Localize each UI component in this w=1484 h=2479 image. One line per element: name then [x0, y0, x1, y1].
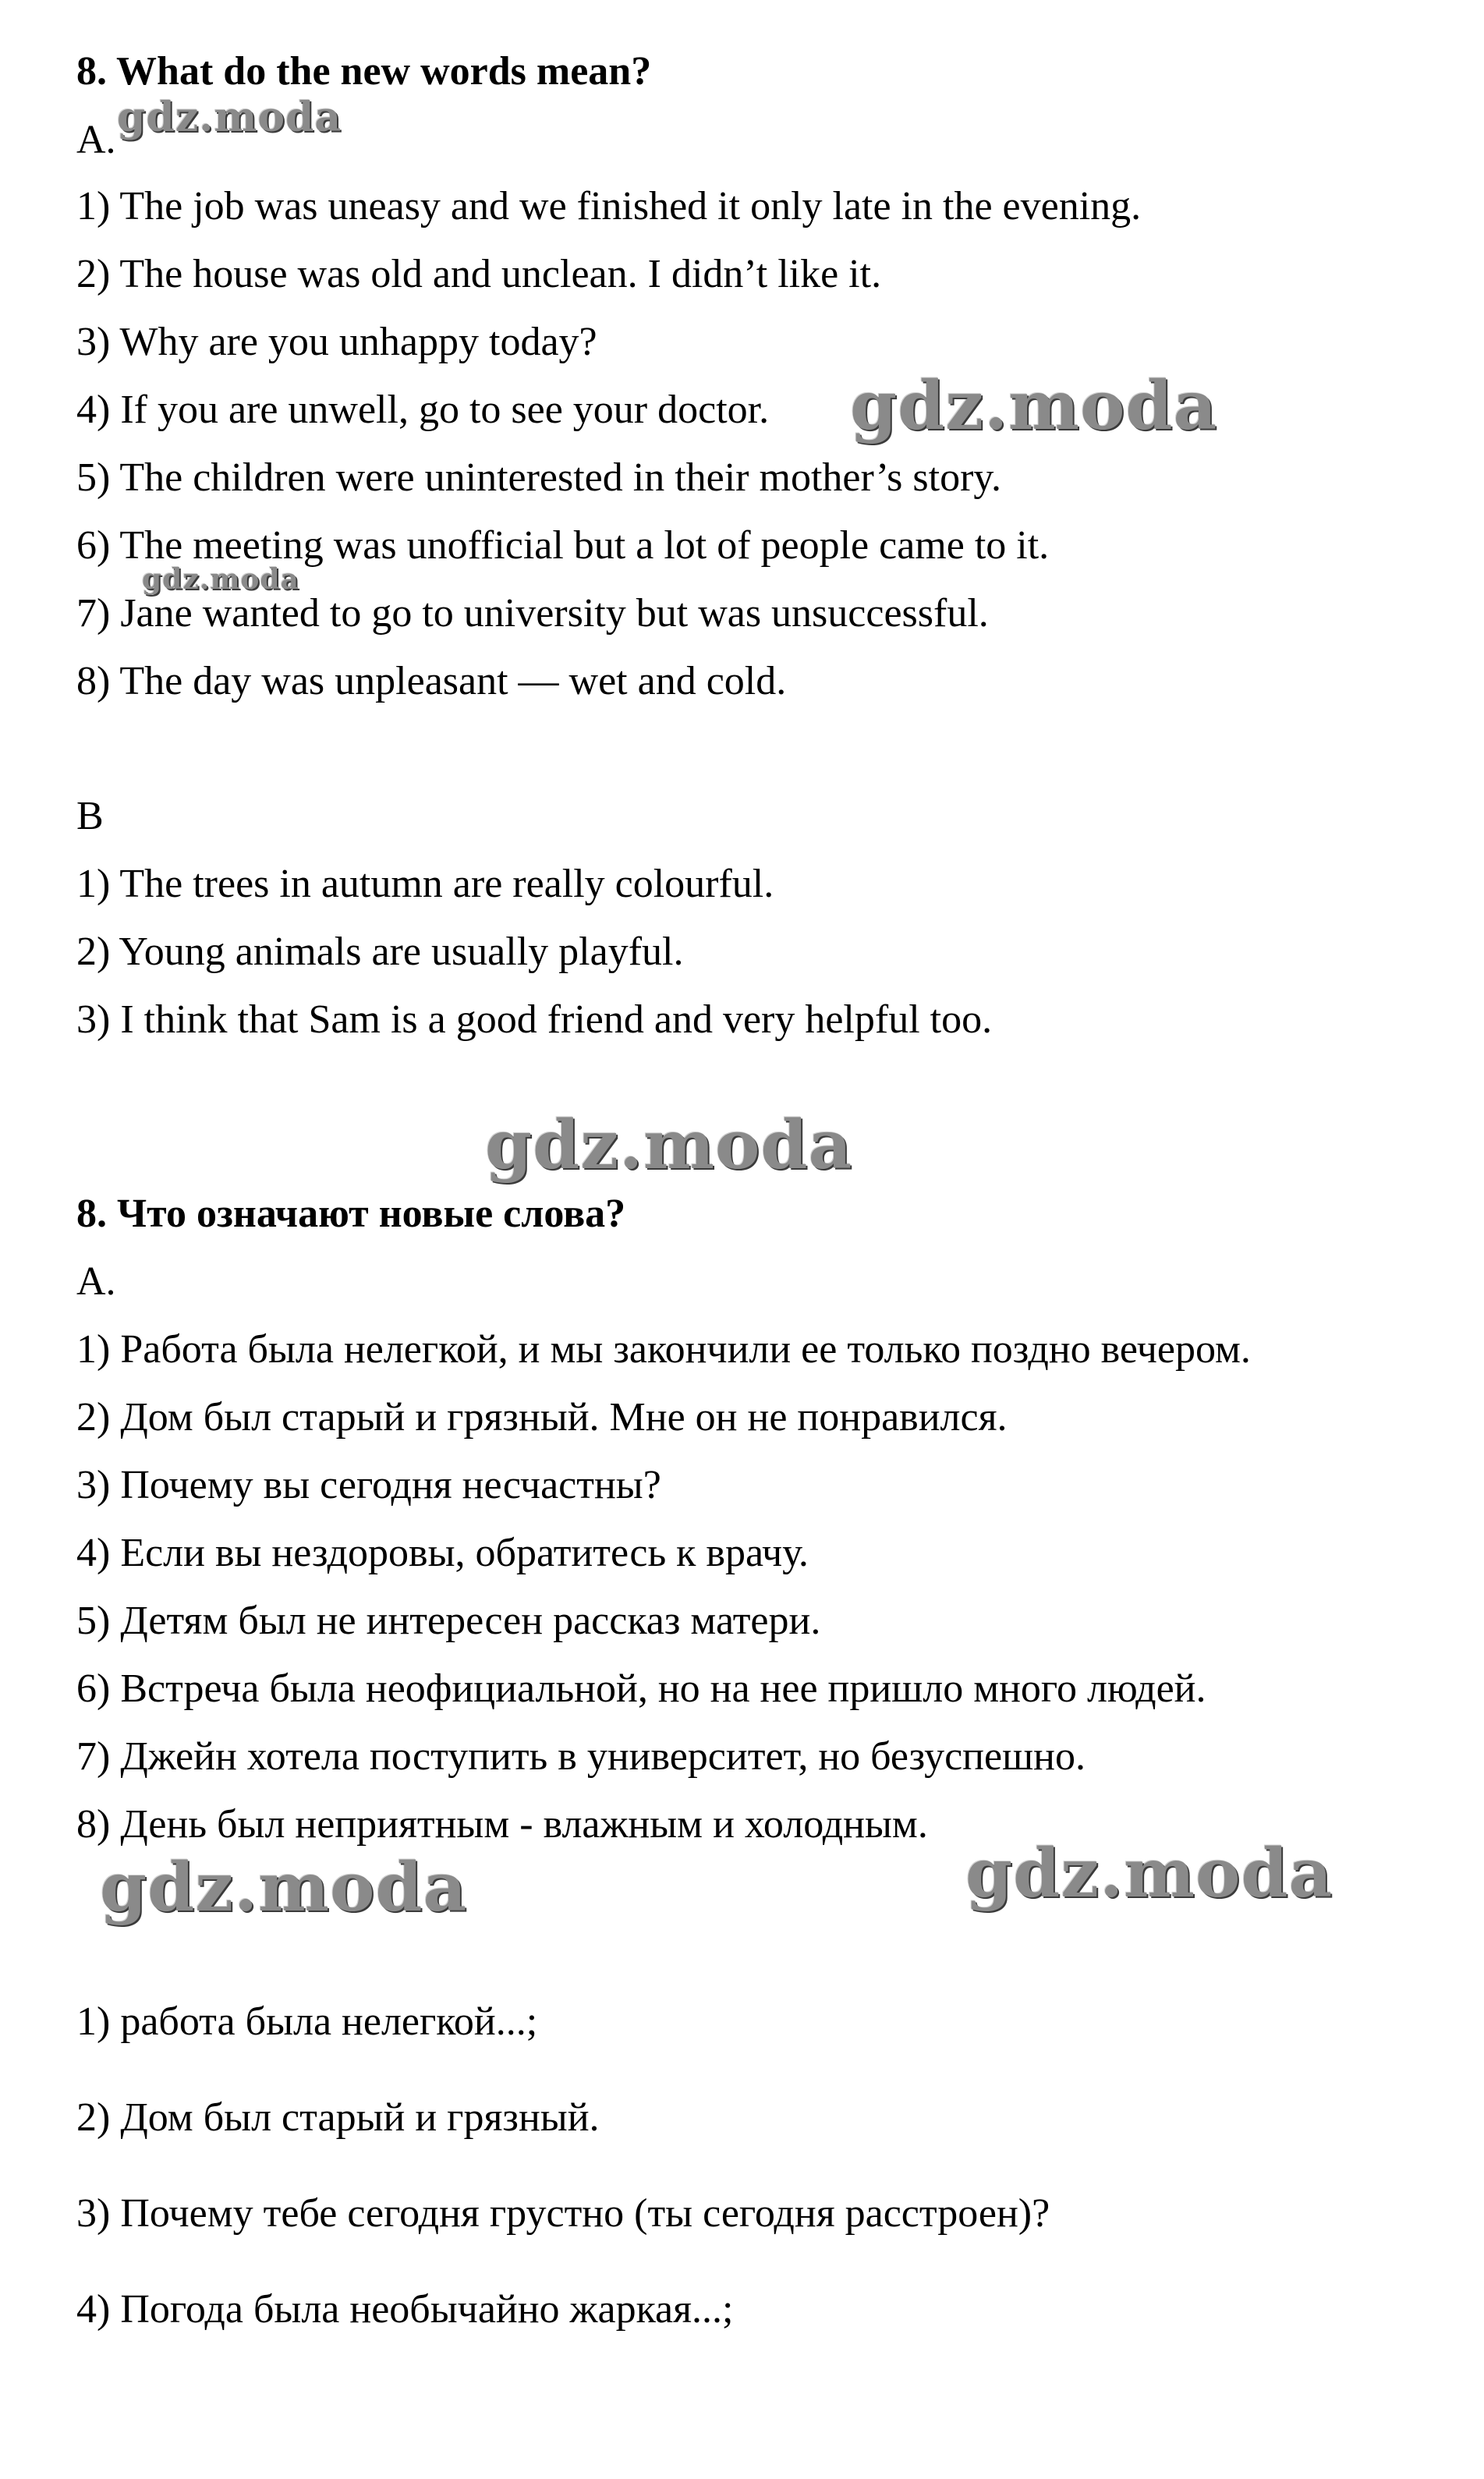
- watermark: gdz.moda: [485, 1106, 853, 1185]
- list-item-ru-extra: 1) работа была нелегкой...;: [76, 1999, 538, 2044]
- list-item-en-b: 1) The trees in autumn are really colourful.: [76, 862, 774, 906]
- part-a-label-ru: A.: [76, 1259, 116, 1304]
- list-item-ru-a: 3) Почему вы сегодня несчастны?: [76, 1463, 661, 1507]
- list-item-ru-a: 2) Дом был старый и грязный. Мне он не понравился.: [76, 1395, 1008, 1440]
- list-item-ru-extra: 4) Погода была необычайно жаркая...;: [76, 2287, 734, 2332]
- list-item-en-b: 2) Young animals are usually playful.: [76, 930, 684, 974]
- list-item-en-a: 8) The day was unpleasant — wet and cold.: [76, 659, 787, 703]
- list-item-en-a: 6) The meeting was unofficial but a lot of people came to it.: [76, 523, 1050, 568]
- list-item-ru-a: 6) Встреча была неофициальной, но на нее пришло много людей.: [76, 1666, 1206, 1711]
- list-item-en-a: 4) If you are unwell, go to see your doctor.: [76, 388, 770, 432]
- watermark: gdz.moda: [100, 1848, 468, 1927]
- part-a-label-en: A.: [76, 118, 116, 162]
- list-item-en-a: 1) The job was uneasy and we finished it only late in the evening.: [76, 184, 1142, 228]
- heading-en: 8. What do the new words mean?: [76, 49, 652, 94]
- list-item-en-a: 3) Why are you unhappy today?: [76, 320, 597, 364]
- list-item-ru-extra: 2) Дом был старый и грязный.: [76, 2095, 600, 2140]
- watermark: gdz.moda: [142, 563, 299, 596]
- watermark: gdz.moda: [965, 1834, 1333, 1913]
- list-item-ru-a: 5) Детям был не интересен рассказ матери.: [76, 1599, 821, 1643]
- watermark: gdz.moda: [850, 367, 1218, 445]
- part-b-label-en: B: [76, 794, 104, 838]
- list-item-en-a: 2) The house was old and unclean. I didn’t like it.: [76, 252, 882, 296]
- list-item-en-b: 3) I think that Sam is a good friend and very helpful too.: [76, 997, 993, 1042]
- list-item-ru-a: 7) Джейн хотела поступить в университет, но безуспешно.: [76, 1734, 1086, 1779]
- watermark: gdz.moda: [117, 94, 342, 141]
- list-item-ru-extra: 3) Почему тебе сегодня грустно (ты сегодня расстроен)?: [76, 2191, 1050, 2236]
- list-item-ru-a: 4) Если вы нездоровы, обратитесь к врачу.: [76, 1531, 809, 1575]
- heading-ru: 8. Что означают новые слова?: [76, 1192, 626, 1236]
- list-item-ru-a: 1) Работа была нелегкой, и мы закончили ее только поздно вечером.: [76, 1327, 1251, 1372]
- list-item-en-a: 7) Jane wanted to go to university but was unsuccessful.: [76, 591, 989, 636]
- list-item-en-a: 5) The children were uninterested in their mother’s story.: [76, 455, 1002, 500]
- list-item-ru-a: 8) День был неприятным - влажным и холодным.: [76, 1802, 928, 1847]
